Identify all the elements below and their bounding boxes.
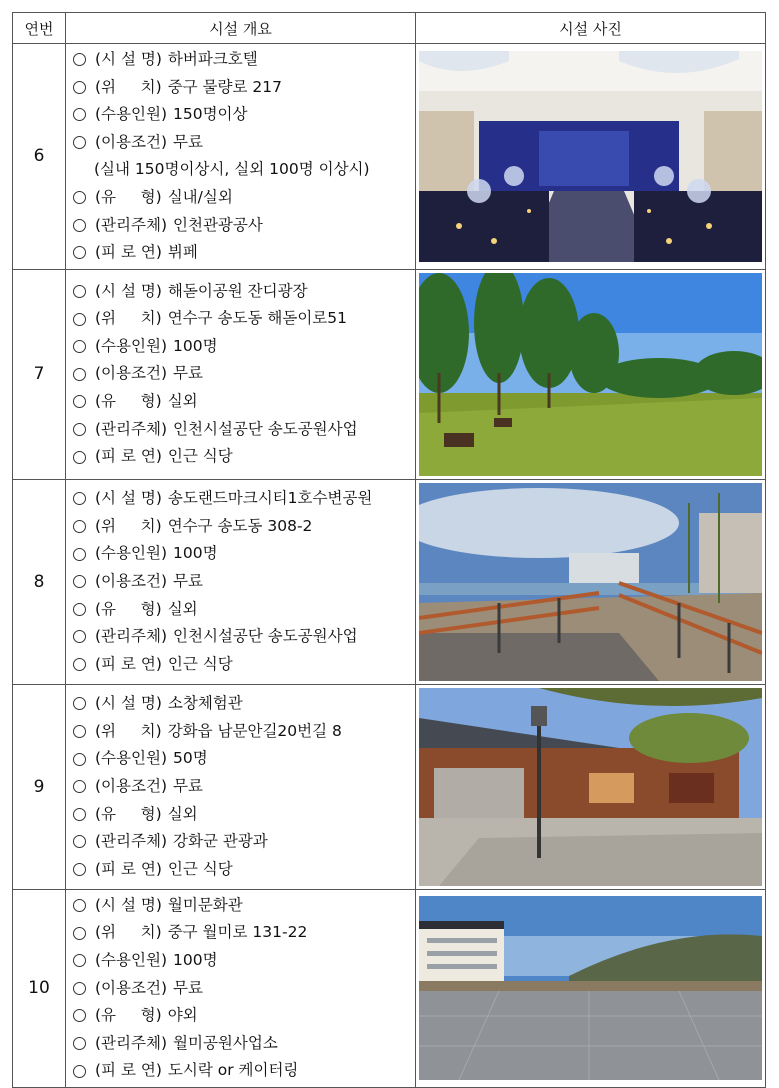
row-number: 8 <box>13 479 66 684</box>
label-capacity: (수용인원) <box>95 544 167 563</box>
facility-name: 월미문화관 <box>167 895 243 914</box>
table-header-row <box>13 13 766 44</box>
row-number: 10 <box>13 889 66 1087</box>
facility-table <box>12 12 766 1088</box>
hanok-courtyard-photo <box>419 688 762 886</box>
facility-type: 실외 <box>167 599 198 618</box>
label-type: (유 형) <box>95 187 162 206</box>
facility-terms: 무료 <box>173 978 203 997</box>
facility-photo-cell <box>416 479 766 684</box>
header-info: 시설 개요 <box>66 13 416 44</box>
label-manager: (관리주체) <box>95 419 167 438</box>
label-name: (시 설 명) <box>95 895 162 914</box>
facility-type: 야외 <box>167 1006 198 1025</box>
facility-name: 송도랜드마크시티1호수변공원 <box>167 489 373 508</box>
label-location: (위 치) <box>95 77 162 96</box>
facility-manager: 강화군 관광과 <box>173 832 268 851</box>
facility-name: 하버파크호텔 <box>167 50 258 68</box>
facility-location: 중구 월미로 131-22 <box>167 923 308 942</box>
label-manager: (관리주체) <box>95 832 167 851</box>
facility-location: 중구 물량로 217 <box>167 77 282 96</box>
label-capacity: (수용인원) <box>95 749 167 768</box>
label-location: (위 치) <box>95 923 162 942</box>
label-type: (유 형) <box>95 392 162 411</box>
facility-manager: 인천관광공사 <box>173 215 263 234</box>
label-manager: (관리주체) <box>95 627 167 646</box>
label-manager: (관리주체) <box>95 215 167 234</box>
label-capacity: (수용인원) <box>95 950 167 969</box>
facility-manager: 월미공원사업소 <box>173 1033 278 1052</box>
facility-manager: 인천시설공단 송도공원사업 <box>173 419 358 438</box>
facility-type: 실외 <box>167 804 198 823</box>
facility-info <box>66 479 416 684</box>
table-row <box>13 889 766 1087</box>
header-no: 연번 <box>13 13 66 44</box>
facility-info <box>66 684 416 889</box>
facility-info <box>66 269 416 479</box>
facility-terms: 무료 <box>173 776 203 795</box>
facility-type: 실내/실외 <box>167 187 233 206</box>
label-reception: (피 로 연) <box>95 447 162 466</box>
facility-terms: 무료 <box>173 132 203 151</box>
label-capacity: (수용인원) <box>95 105 167 124</box>
plaza-photo <box>419 896 762 1080</box>
label-name: (시 설 명) <box>95 489 162 508</box>
label-name: (시 설 명) <box>95 281 162 300</box>
label-terms: (이용조건) <box>95 364 167 383</box>
waterfront-deck-photo <box>419 483 762 681</box>
label-name: (시 설 명) <box>95 694 162 713</box>
facility-name: 해돋이공원 잔디광장 <box>167 281 308 300</box>
facility-info <box>66 889 416 1087</box>
facility-capacity: 100명 <box>173 950 218 969</box>
table-row <box>13 44 766 270</box>
label-terms: (이용조건) <box>95 571 167 590</box>
label-manager: (관리주체) <box>95 1033 167 1052</box>
label-location: (위 치) <box>95 721 162 740</box>
row-number: 6 <box>13 44 66 270</box>
header-photo: 시설 사진 <box>416 13 766 44</box>
facility-manager: 인천시설공단 송도공원사업 <box>173 627 358 646</box>
label-reception: (피 로 연) <box>95 243 162 262</box>
facility-capacity: 150명이상 <box>173 105 248 124</box>
label-terms: (이용조건) <box>95 776 167 795</box>
facility-reception: 인근 식당 <box>167 447 233 466</box>
row-number: 7 <box>13 269 66 479</box>
label-terms: (이용조건) <box>95 132 167 151</box>
facility-capacity: 100명 <box>173 336 218 355</box>
facility-reception: 도시락 or 케이터링 <box>167 1061 299 1080</box>
facility-terms: 무료 <box>173 571 203 590</box>
label-reception: (피 로 연) <box>95 859 162 878</box>
facility-location: 연수구 송도동 308-2 <box>167 516 313 535</box>
table-row <box>13 479 766 684</box>
facility-photo-cell <box>416 684 766 889</box>
facility-capacity: 100명 <box>173 544 218 563</box>
facility-location: 강화읍 남문안길20번길 8 <box>167 721 342 740</box>
facility-type: 실외 <box>167 392 198 411</box>
park-lawn-photo <box>419 273 762 476</box>
facility-photo-cell <box>416 44 766 270</box>
row-number: 9 <box>13 684 66 889</box>
facility-location: 연수구 송도동 해돋이로51 <box>167 309 347 328</box>
label-capacity: (수용인원) <box>95 336 167 355</box>
hotel-ballroom-photo <box>419 51 762 262</box>
facility-reception: 인근 식당 <box>167 859 233 878</box>
table-row <box>13 684 766 889</box>
label-location: (위 치) <box>95 516 162 535</box>
facility-terms: 무료 <box>173 364 203 383</box>
facility-reception: 뷔페 <box>167 243 198 262</box>
facility-info <box>66 44 416 270</box>
label-location: (위 치) <box>95 309 162 328</box>
facility-reception: 인근 식당 <box>167 654 233 673</box>
facility-photo-cell <box>416 889 766 1087</box>
label-reception: (피 로 연) <box>95 1061 162 1080</box>
label-type: (유 형) <box>95 804 162 823</box>
facility-photo-cell <box>416 269 766 479</box>
label-name: (시 설 명) <box>95 50 162 68</box>
table-row <box>13 269 766 479</box>
label-terms: (이용조건) <box>95 978 167 997</box>
facility-terms-note: (실내 150명이상시, 실외 100명 이상시) <box>94 160 370 179</box>
label-reception: (피 로 연) <box>95 654 162 673</box>
label-type: (유 형) <box>95 599 162 618</box>
facility-capacity: 50명 <box>173 749 208 768</box>
facility-name: 소창체험관 <box>167 694 243 713</box>
label-type: (유 형) <box>95 1006 162 1025</box>
